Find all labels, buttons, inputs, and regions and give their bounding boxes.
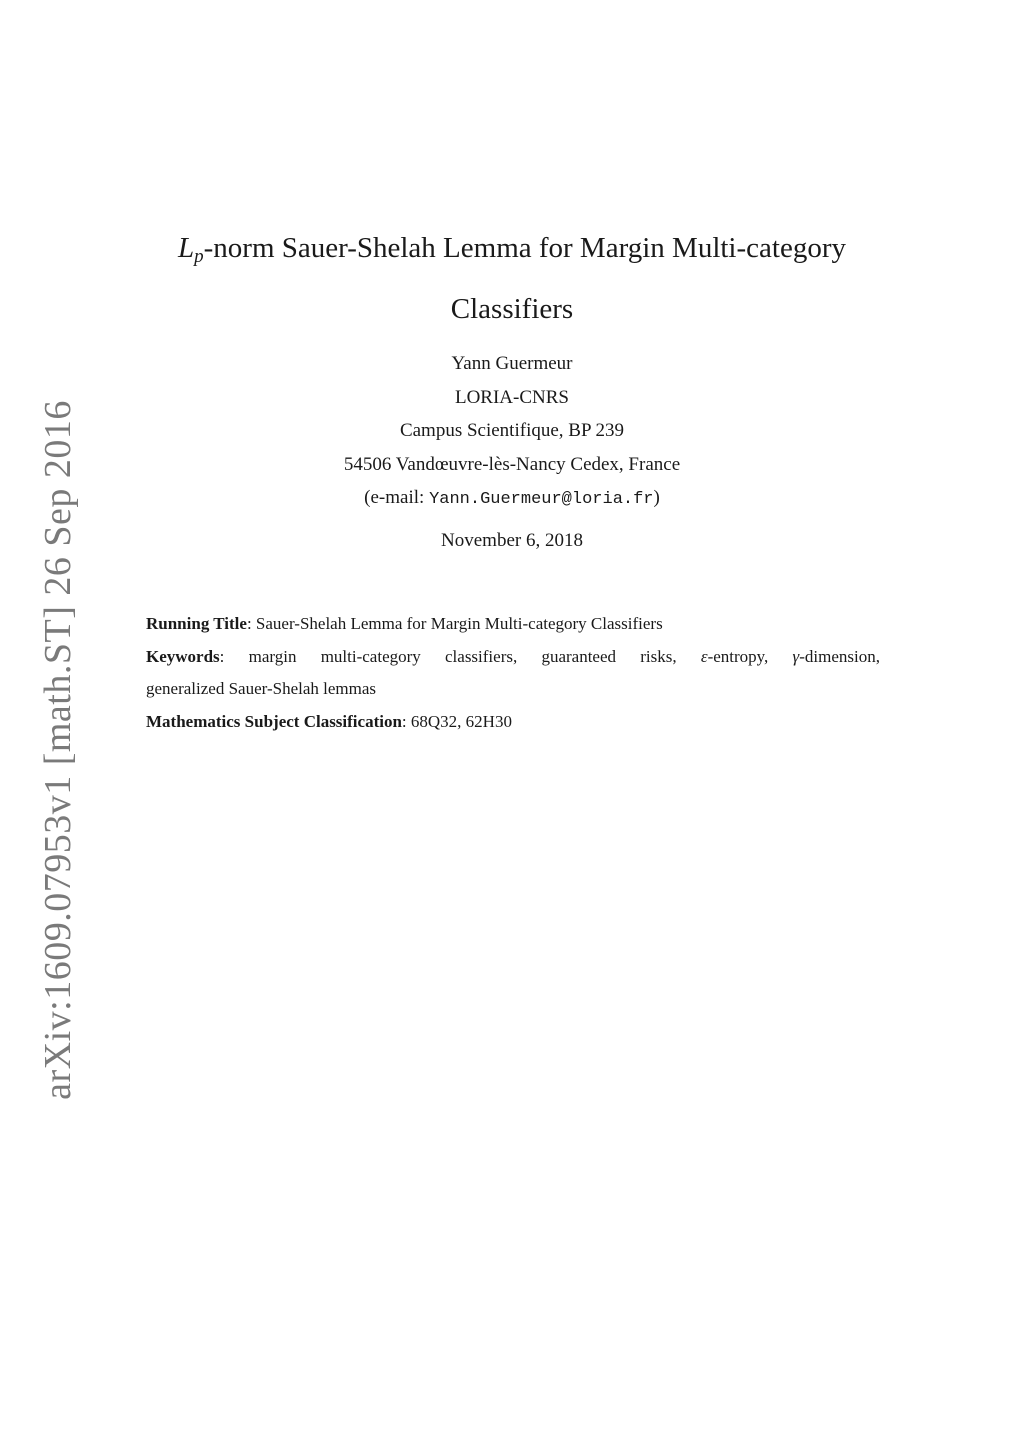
msc-text: : 68Q32, 62H30 [401, 712, 512, 732]
keywords-line-2: generalized Sauer-Shelah lemmas [146, 679, 377, 699]
title-lp-subscript: p [194, 246, 204, 267]
keywords-part-1: : margin multi-category classifiers, guaranteed risks, [219, 646, 701, 666]
msc-classification [146, 706, 880, 739]
arxiv-stamp: arXiv:1609.07953v1 [math.ST] 26 Sep 2016 [37, 400, 79, 1100]
paper-date: November 6, 2018 [441, 530, 583, 551]
email-prefix: (e-mail: [364, 487, 430, 509]
msc-label: Mathematics Subject Classification [146, 712, 402, 732]
title-line-2: Classifiers [450, 293, 574, 325]
email-suffix: ) [653, 487, 660, 509]
gamma-symbol: γ [792, 646, 800, 666]
author-email: Yann.Guermeur@loria.fr [429, 490, 654, 510]
author-block [140, 347, 884, 517]
author-address-line-1: Campus Scientifique, BP 239 [399, 420, 625, 442]
author-address-line-2: 54506 Vandœuvre-lès-Nancy Cedex, France [343, 453, 681, 475]
author-email-line [140, 481, 884, 517]
running-title [146, 608, 880, 641]
title-text: -norm Sauer-Shelah Lemma for Margin Multi-category [203, 232, 846, 264]
paper-title [140, 222, 884, 335]
author-name: Yann Guermeur [451, 353, 573, 374]
keywords-line-1 [146, 641, 880, 674]
metadata-block [146, 608, 880, 739]
running-title-text: : Sauer-Shelah Lemma for Margin Multi-category Classifiers [246, 614, 663, 633]
title-lp-symbol: L [178, 232, 195, 264]
keywords-part-2: -entropy, [707, 646, 793, 666]
keywords-part-3: -dimension, [799, 646, 880, 666]
running-title-label: Running Title [146, 614, 247, 633]
keywords-label: Keywords [146, 646, 220, 666]
author-affiliation: LORIA-CNRS [454, 386, 569, 408]
epsilon-symbol: ε [700, 646, 708, 666]
